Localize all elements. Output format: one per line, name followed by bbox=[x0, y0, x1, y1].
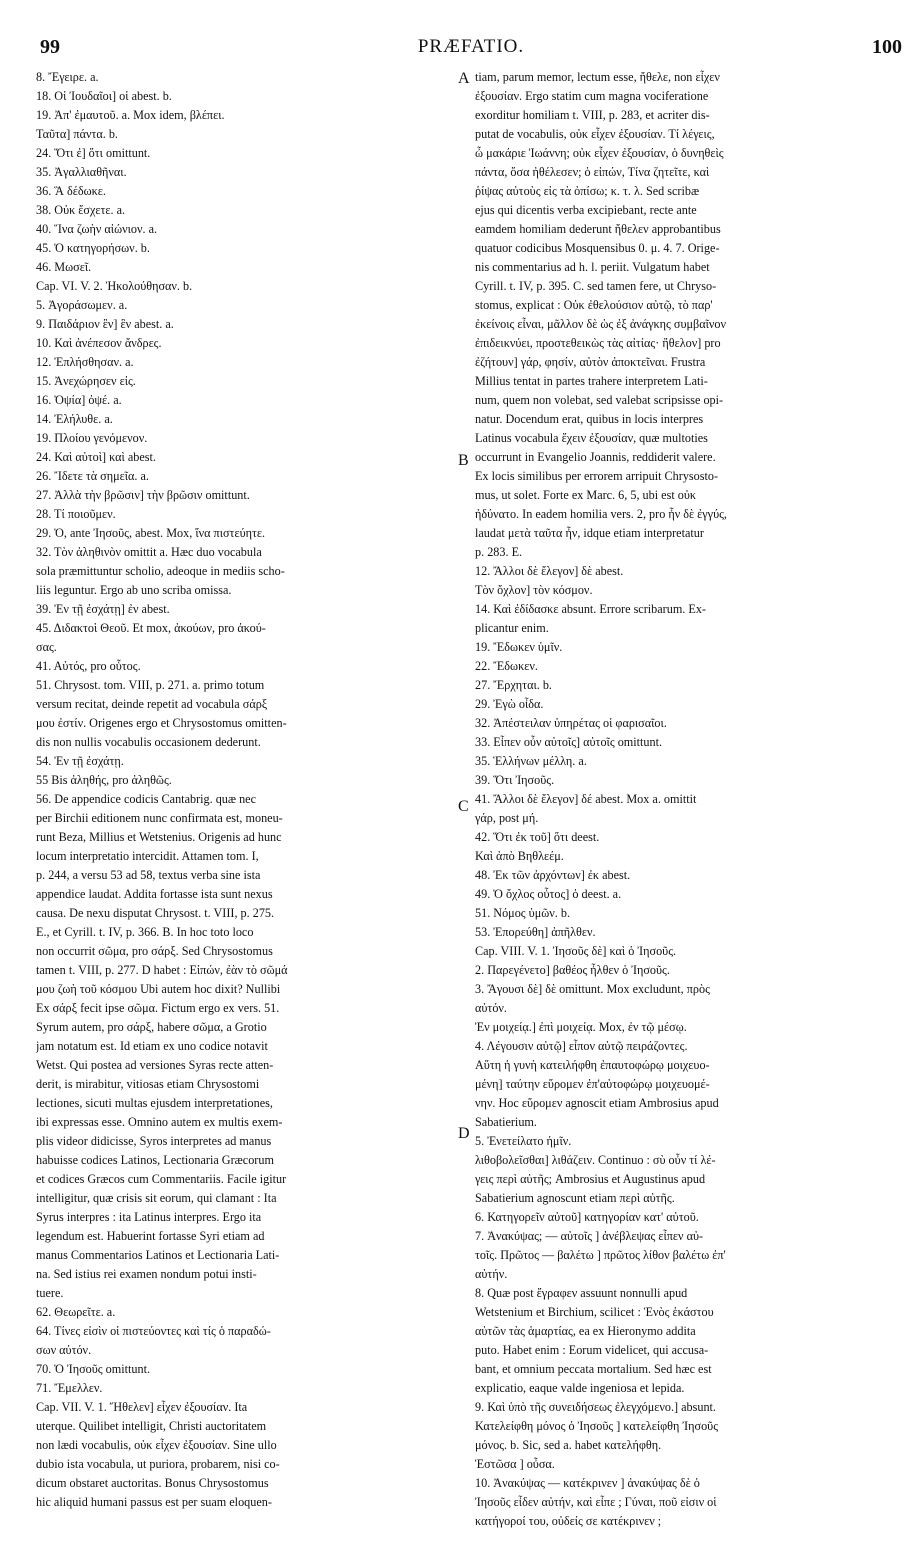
text-line: πάντα, ὅσα ἠθέλεσεν; ὁ εἰπών, Τίνα ζητεῖτε, καὶ bbox=[475, 165, 710, 179]
text-line: occurrunt in Evangelio Joannis, reddiderit valere. bbox=[475, 450, 716, 464]
text-line: 18. Οἱ Ἰουδαῖοι] οἱ abest. b. bbox=[36, 89, 172, 103]
text-line: Wetst. Qui postea ad versiones Syras recte atten- bbox=[36, 1058, 274, 1072]
text-line: plis videor didicisse, Syros interpretes ad manus bbox=[36, 1134, 272, 1148]
text-line: λιθοβολεῖσθαι] λιθάζειν. Continuo : σὺ οὖν τί λέ- bbox=[475, 1153, 716, 1167]
text-line: laudat μετὰ ταῦτα ἦν, idque etiam interpretatur bbox=[475, 526, 704, 540]
text-line: 51. Chrysost. tom. VIII, p. 271. a. primo totum bbox=[36, 678, 265, 692]
text-line: 40. Ἵνα ζωὴν αἰώνιον. a. bbox=[36, 222, 158, 236]
text-line: E., et Cyrill. t. IV, p. 366. B. In hoc toto loco bbox=[36, 925, 254, 939]
text-line: Cap. VI. V. 2. Ἠκολούθησαν. b. bbox=[36, 279, 193, 293]
text-line: μόνος. b. Sic, sed a. habet κατελήφθη. bbox=[475, 1438, 662, 1452]
text-line: liis leguntur. Ergo ab uno scriba omissa. bbox=[36, 583, 232, 597]
text-line: stomus, explicat : Οὐκ ἐθελούσιον αὐτῷ, τὸ παρ' bbox=[475, 298, 713, 312]
text-line: 32. Ἀπέστειλαν ὑπηρέτας οἱ φαρισαῖοι. bbox=[475, 716, 667, 730]
text-line: 19. Πλοίου γενόμενον. bbox=[36, 431, 148, 445]
text-line: 14. Ἐλήλυθε. a. bbox=[36, 412, 113, 426]
text-line: νην. Hoc εὕρομεν agnoscit etiam Ambrosius apud bbox=[475, 1096, 719, 1110]
text-line: 71. Ἔμελλεν. bbox=[36, 1381, 103, 1395]
text-line: 7. Ἀνακύψας; — αὐτοῖς ] ἀνέβλεψας εἶπεν αὐ- bbox=[475, 1229, 704, 1243]
text-line: natur. Docendum erat, quibus in locis interpres bbox=[475, 412, 704, 426]
text-line: 5. Ἀγοράσωμεν. a. bbox=[36, 298, 128, 312]
text-line: 36. Ἃ δέδωκε. bbox=[36, 184, 106, 198]
text-line: 6. Κατηγορεῖν αὐτοῦ] κατηγορίαν κατ' αὐτοῦ. bbox=[475, 1210, 699, 1224]
text-line: jam notatum est. Id etiam ex uno codice notavit bbox=[36, 1039, 268, 1053]
text-line: exorditur homiliam t. VIII, p. 283, et acriter dis- bbox=[475, 108, 710, 122]
text-line: Cap. VIII. V. 1. Ἰησοῦς δὲ] καὶ ὁ Ἰησοῦς. bbox=[475, 944, 677, 958]
text-line: bant, et omnium peccata mortalium. Sed hæc est bbox=[475, 1362, 712, 1376]
text-line: 2. Παρεγένετο] βαθέος ἦλθεν ὁ Ἰησοῦς. bbox=[475, 963, 670, 977]
text-line: manus Commentarios Latinos et Lectionaria Lati- bbox=[36, 1248, 280, 1262]
text-line: uterque. Quilibet intelligit, Christi auctoritatem bbox=[36, 1419, 267, 1433]
page-header bbox=[40, 36, 902, 62]
text-line: 27. Ἀλλὰ τὴν βρῶσιν] τὴν βρῶσιν omittunt. bbox=[36, 488, 250, 502]
text-line: 38. Οὐκ ἔσχετε. a. bbox=[36, 203, 126, 217]
text-line: 5. Ἐνετείλατο ἡμῖν. bbox=[475, 1134, 572, 1148]
text-line: 28. Τί ποιοῦμεν. bbox=[36, 507, 116, 521]
text-line: Sabatierium agnoscunt etiam περὶ αὐτῆς. bbox=[475, 1191, 675, 1205]
text-line: explicatio, eaque valde ingeniosa et lepida. bbox=[475, 1381, 685, 1395]
text-line: Cap. VII. V. 1. Ἤθελεν] εἶχεν ἐξουσίαν. Ita bbox=[36, 1400, 248, 1414]
text-line: τοῖς. Πρῶτος — βαλέτω ] πρῶτος λίθον βαλέτω ἐπ' bbox=[475, 1248, 726, 1262]
text-line: ῥίψας αὐτοὺς εἰς τὰ ὀπίσω; κ. τ. λ. Sed scribæ bbox=[475, 184, 700, 198]
text-line: 10. Καὶ ἀνέπεσον ἄνδρες. bbox=[36, 336, 162, 350]
text-line: 19. Ἀπ' ἐμαυτοῦ. a. Mox idem, βλέπει. bbox=[36, 108, 225, 122]
margin-letter-c: C bbox=[458, 798, 469, 815]
text-line: αὐτῶν τὰς ἁμαρτίας, ea ex Hieronymo addita bbox=[475, 1324, 696, 1338]
text-line: lectiones, sicuti multas ejusdem interpretationes, bbox=[36, 1096, 273, 1110]
text-line: locum interpretatio intercidit. Attamen tom. I, bbox=[36, 849, 259, 863]
text-line: 35. Ἑλλήνων μέλλη. a. bbox=[475, 754, 587, 768]
text-line: σας. bbox=[36, 640, 57, 654]
text-line: 24. Καὶ αὐτοὶ] καὶ abest. bbox=[36, 450, 156, 464]
text-line: 46. Μωσεῖ. bbox=[36, 260, 92, 274]
text-line: Latinus vocabula ἔχειν ἐξουσίαν, quæ multoties bbox=[475, 431, 708, 445]
text-line: 41. Αὐτός, pro οὗτος. bbox=[36, 659, 141, 673]
text-line: 4. Λέγουσιν αὐτῷ] εἶπον αὐτῷ πειράζοντες. bbox=[475, 1039, 688, 1053]
text-line: 9. Παιδάριον ἓν] ἓν abest. a. bbox=[36, 317, 174, 331]
text-line: habuisse codices Latinos, Lectionaria Græcorum bbox=[36, 1153, 274, 1167]
text-line: ἠδύνατο. In eadem homilia vers. 2, pro ἦν δὲ ἐγγύς, bbox=[475, 507, 727, 521]
text-line: 45. Διδακτοὶ Θεοῦ. Et mox, ἀκούων, pro ἀκού- bbox=[36, 621, 266, 635]
text-line: Τὸν ὄχλον] τὸν κόσμον. bbox=[475, 583, 593, 597]
text-line: 26. Ἴδετε τὰ σημεῖα. a. bbox=[36, 469, 149, 483]
text-line: 22. Ἔδωκεν. bbox=[475, 659, 538, 673]
text-line: na. Sed istius rei examen nondum potui insti- bbox=[36, 1267, 257, 1281]
text-line: putat de vocabulis, οὐκ εἶχεν ἐξουσίαν. Τί λέγεις, bbox=[475, 127, 715, 141]
text-line: tiam, parum memor, lectum esse, ἤθελε, non εἶχεν bbox=[475, 70, 720, 84]
text-line: tuere. bbox=[36, 1286, 64, 1300]
page-number-right: 100 bbox=[872, 36, 902, 58]
text-line: ὦ μακάριε Ἰωάννη; οὐκ εἶχεν ἐξουσίαν, ὁ δυνηθεὶς bbox=[475, 146, 724, 160]
text-line: 39. Ὅτι Ἰησοῦς. bbox=[475, 773, 555, 787]
text-line: 70. Ὁ Ἰησοῦς omittunt. bbox=[36, 1362, 150, 1376]
text-line: non occurrit σῶμα, pro σάρξ. Sed Chrysostomus bbox=[36, 944, 273, 958]
text-line: Millius tentat in partes trahere interpretem Lati- bbox=[475, 374, 708, 388]
text-line: plicantur enim. bbox=[475, 621, 549, 635]
text-line: per Birchii editionem nunc confirmata est, moneu- bbox=[36, 811, 283, 825]
text-line: sola præmittuntur scholio, adeoque in mediis scho- bbox=[36, 564, 285, 578]
text-line: num, quem non volebat, sed valebat scripsisse opi- bbox=[475, 393, 724, 407]
text-line: 14. Καὶ ἐδίδασκε absunt. Errore scribarum. Ex- bbox=[475, 602, 706, 616]
text-line: 41. Ἄλλοι δὲ ἔλεγον] δέ abest. Mox a. omittit bbox=[475, 792, 697, 806]
text-line: hic aliquid humani passus est per suam eloquen- bbox=[36, 1495, 272, 1509]
text-line: 62. Θεωρεῖτε. a. bbox=[36, 1305, 116, 1319]
text-line: Ἰησοῦς εἶδεν αὐτήν, καὶ εἶπε ; Γύναι, ποῦ εἰσιν οἱ bbox=[475, 1495, 717, 1509]
text-line: Ἐν μοιχείᾳ.] ἐπὶ μοιχείᾳ. Mox, ἐν τῷ μέσῳ. bbox=[475, 1020, 687, 1034]
text-line: dicum obstaret auctoritas. Bonus Chrysostomus bbox=[36, 1476, 269, 1490]
text-line: non lædi vocabulis, οὐκ εἶχεν ἐξουσίαν. Sine ullo bbox=[36, 1438, 277, 1452]
text-line: ἐκείνοις εἶναι, μᾶλλον δὲ ὡς ἐξ ἀνάγκης συμβαῖνον bbox=[475, 317, 727, 331]
margin-letter-a: A bbox=[458, 70, 470, 87]
text-line: 33. Εἶπεν οὖν αὐτοῖς] αὐτοῖς omittunt. bbox=[475, 735, 663, 749]
text-line: quatuor codicibus Mosquensibus 0. μ. 4. 7. Orige- bbox=[475, 241, 720, 255]
text-line: et codices Græcos cum Commentariis. Facile igitur bbox=[36, 1172, 287, 1186]
text-line: mus, ut solet. Forte ex Marc. 6, 5, ubi est οὐκ bbox=[475, 488, 697, 502]
text-line: nis commentarius ad h. l. periit. Vulgatum habet bbox=[475, 260, 710, 274]
text-line: eamdem homiliam dederunt ἤθελεν approbantibus bbox=[475, 222, 721, 236]
text-line: Ex σάρξ fecit ipse σῶμα. Fictum ergo ex vers. 51. bbox=[36, 1001, 280, 1015]
text-line: appendice laudat. Addita fortasse ista sunt nexus bbox=[36, 887, 273, 901]
text-line: 12. Ἄλλοι δὲ ἔλεγον] δὲ abest. bbox=[475, 564, 624, 578]
text-line: Syrus interpres : ita Latinus interpres. Ergo ita bbox=[36, 1210, 262, 1224]
text-line: 45. Ὁ κατηγορήσων. b. bbox=[36, 241, 150, 255]
text-line: 16. Ὀψία] ὀψέ. a. bbox=[36, 393, 122, 407]
text-line: Syrum autem, pro σάρξ, habere σῶμα, a Grotio bbox=[36, 1020, 267, 1034]
text-line: dubio ista vocabula, ut puriora, probarem, nisi co- bbox=[36, 1457, 280, 1471]
text-line: Cyrill. t. IV, p. 395. C. sed tamen fere, ut Chryso- bbox=[475, 279, 717, 293]
text-line: 64. Τίνες εἰσὶν οἱ πιστεύοντες καὶ τίς ὁ παραδώ- bbox=[36, 1324, 271, 1338]
text-line: σων αὐτόν. bbox=[36, 1343, 92, 1357]
text-line: 53. Ἐπορεύθη] ἀπῆλθεν. bbox=[475, 925, 596, 939]
text-line: intelligitur, quæ crisis sit eorum, qui clamant : Ita bbox=[36, 1191, 277, 1205]
text-line: 51. Νόμος ὑμῶν. b. bbox=[475, 906, 571, 920]
text-line: 3. Ἄγουσι δὲ] δὲ omittunt. Mox excludunt, πρὸς bbox=[475, 982, 710, 996]
text-line: 10. Ἀνακύψας — κατέκρινεν ] ἀνακύψας δὲ ὁ bbox=[475, 1476, 700, 1490]
text-line: tamen t. VIII, p. 277. D habet : Εἰπών, ἐὰν τὸ σῶμά bbox=[36, 963, 288, 977]
text-line: versum recitat, deinde repetit ad vocabula σάρξ bbox=[36, 697, 268, 711]
text-line: 54. Ἐν τῇ ἐσχάτῃ. bbox=[36, 754, 124, 768]
text-line: μένη] ταύτην εὕρομεν ἐπ'αὐτοφώρῳ μοιχευομέ- bbox=[475, 1077, 710, 1091]
text-line: Ἑστῶσα ] οὖσα. bbox=[475, 1457, 555, 1471]
text-line: αὐτόν. bbox=[475, 1001, 507, 1015]
text-line: 29. Ἐγὼ οἶδα. bbox=[475, 697, 544, 711]
text-line: γάρ, post μή. bbox=[475, 811, 539, 825]
text-line: Sabatierium. bbox=[475, 1115, 537, 1129]
page-number-left: 99 bbox=[40, 36, 60, 58]
right-column bbox=[475, 68, 903, 1538]
text-line: 48. Ἐκ τῶν ἀρχόντων] ἐκ abest. bbox=[475, 868, 631, 882]
text-line: ἐζήτουν] γάρ, φησίν, αὐτὸν ἀποκτεῖναι. Frustra bbox=[475, 355, 706, 369]
text-line: μου ἐστίν. Origenes ergo et Chrysostomus omitten- bbox=[36, 716, 287, 730]
text-line: causa. De nexu disputat Chrysost. t. VIII, p. 275. bbox=[36, 906, 275, 920]
text-line: 42. Ὅτι ἐκ τοῦ] ὅτι deest. bbox=[475, 830, 600, 844]
text-line: αὐτήν. bbox=[475, 1267, 508, 1281]
text-line: 8. Quæ post ἔγραφεν assuunt nonnulli apud bbox=[475, 1286, 688, 1300]
text-line: ἐξουσίαν. Ergo statim cum magna vociferatione bbox=[475, 89, 709, 103]
text-line: Ταῦτα] πάντα. b. bbox=[36, 127, 118, 141]
text-line: derit, is mirabitur, vitiosas etiam Chrysostomi bbox=[36, 1077, 260, 1091]
text-line: 15. Ἀνεχώρησεν εἰς. bbox=[36, 374, 136, 388]
text-line: p. 244, a versu 53 ad 58, textus verba sine ista bbox=[36, 868, 261, 882]
text-line: 19. Ἔδωκεν ὑμῖν. bbox=[475, 640, 563, 654]
text-line: legendum est. Habuerint fortasse Syri etiam ad bbox=[36, 1229, 265, 1243]
text-line: 35. Ἀγαλλιαθῆναι. bbox=[36, 165, 127, 179]
margin-letter-b: B bbox=[458, 452, 469, 469]
text-line: dis non nullis vocabulis occasionem dederunt. bbox=[36, 735, 261, 749]
text-line: Ex locis similibus per errorem arripuit Chrysosto- bbox=[475, 469, 719, 483]
text-line: 55 Bis ἀληθής, pro ἀληθῶς. bbox=[36, 773, 172, 787]
text-line: p. 283. E. bbox=[475, 545, 523, 559]
text-line: runt Beza, Millius et Wetstenius. Origenis ad hunc bbox=[36, 830, 282, 844]
text-line: 56. De appendice codicis Cantabrig. quæ nec bbox=[36, 792, 256, 806]
text-line: puto. Habet enim : Eorum videlicet, qui accusa- bbox=[475, 1343, 709, 1357]
text-line: ἐπιδεικνύει, προστεθεικὼς τὰς αἰτίας· ἤθελον] pro bbox=[475, 336, 721, 350]
text-line: 24. Ὅτι ἐ] ὅτι omittunt. bbox=[36, 146, 151, 160]
text-line: 27. Ἔρχηται. b. bbox=[475, 678, 552, 692]
text-line: 9. Καὶ ὑπὸ τῆς συνειδήσεως ἐλεγχόμενο.] absunt. bbox=[475, 1400, 716, 1414]
left-column bbox=[36, 68, 446, 1538]
text-line: 8. Ἔγειρε. a. bbox=[36, 70, 99, 84]
text-line: 39. Ἐν τῇ ἐσχάτῃ] ἐν abest. bbox=[36, 602, 170, 616]
margin-letter-d: D bbox=[458, 1125, 470, 1142]
text-line: ejus qui dicentis verba excipiebant, recte ante bbox=[475, 203, 697, 217]
text-line: κατήγοροί του, οὐδείς σε κατέκρινεν ; bbox=[475, 1514, 662, 1528]
text-line: 32. Τὸν ἀληθινὸν omittit a. Hæc duo vocabula bbox=[36, 545, 262, 559]
text-line: Καὶ ἀπὸ Βηθλεέμ. bbox=[475, 849, 564, 863]
text-line: μου ζωὴ τοῦ κόσμου Ubi autem hoc dixit? Nullibi bbox=[36, 982, 281, 996]
text-line: 12. Ἐπλήσθησαν. a. bbox=[36, 355, 134, 369]
text-line: Wetstenium et Birchium, scilicet : Ἑνὸς ἑκάστου bbox=[475, 1305, 714, 1319]
text-line: Κατελείφθη μόνος ὁ Ἰησοῦς ] κατελείφθη Ἰησοῦς bbox=[475, 1419, 719, 1433]
text-line: 49. Ὁ ὄχλος οὗτος] ὁ deest. a. bbox=[475, 887, 622, 901]
text-line: 29. Ὁ, ante Ἰησοῦς, abest. Mox, ἵνα πιστεύητε. bbox=[36, 526, 266, 540]
running-title: PRÆFATIO. bbox=[417, 36, 525, 57]
text-line: ibi expressas esse. Omnino autem ex multis exem- bbox=[36, 1115, 283, 1129]
text-line: γεις περὶ αὐτῆς; Ambrosius et Augustinus apud bbox=[475, 1172, 706, 1186]
text-line: Αὕτη ἡ γυνὴ κατειλήφθη ἐπαυτοφώρῳ μοιχευο- bbox=[475, 1058, 710, 1072]
